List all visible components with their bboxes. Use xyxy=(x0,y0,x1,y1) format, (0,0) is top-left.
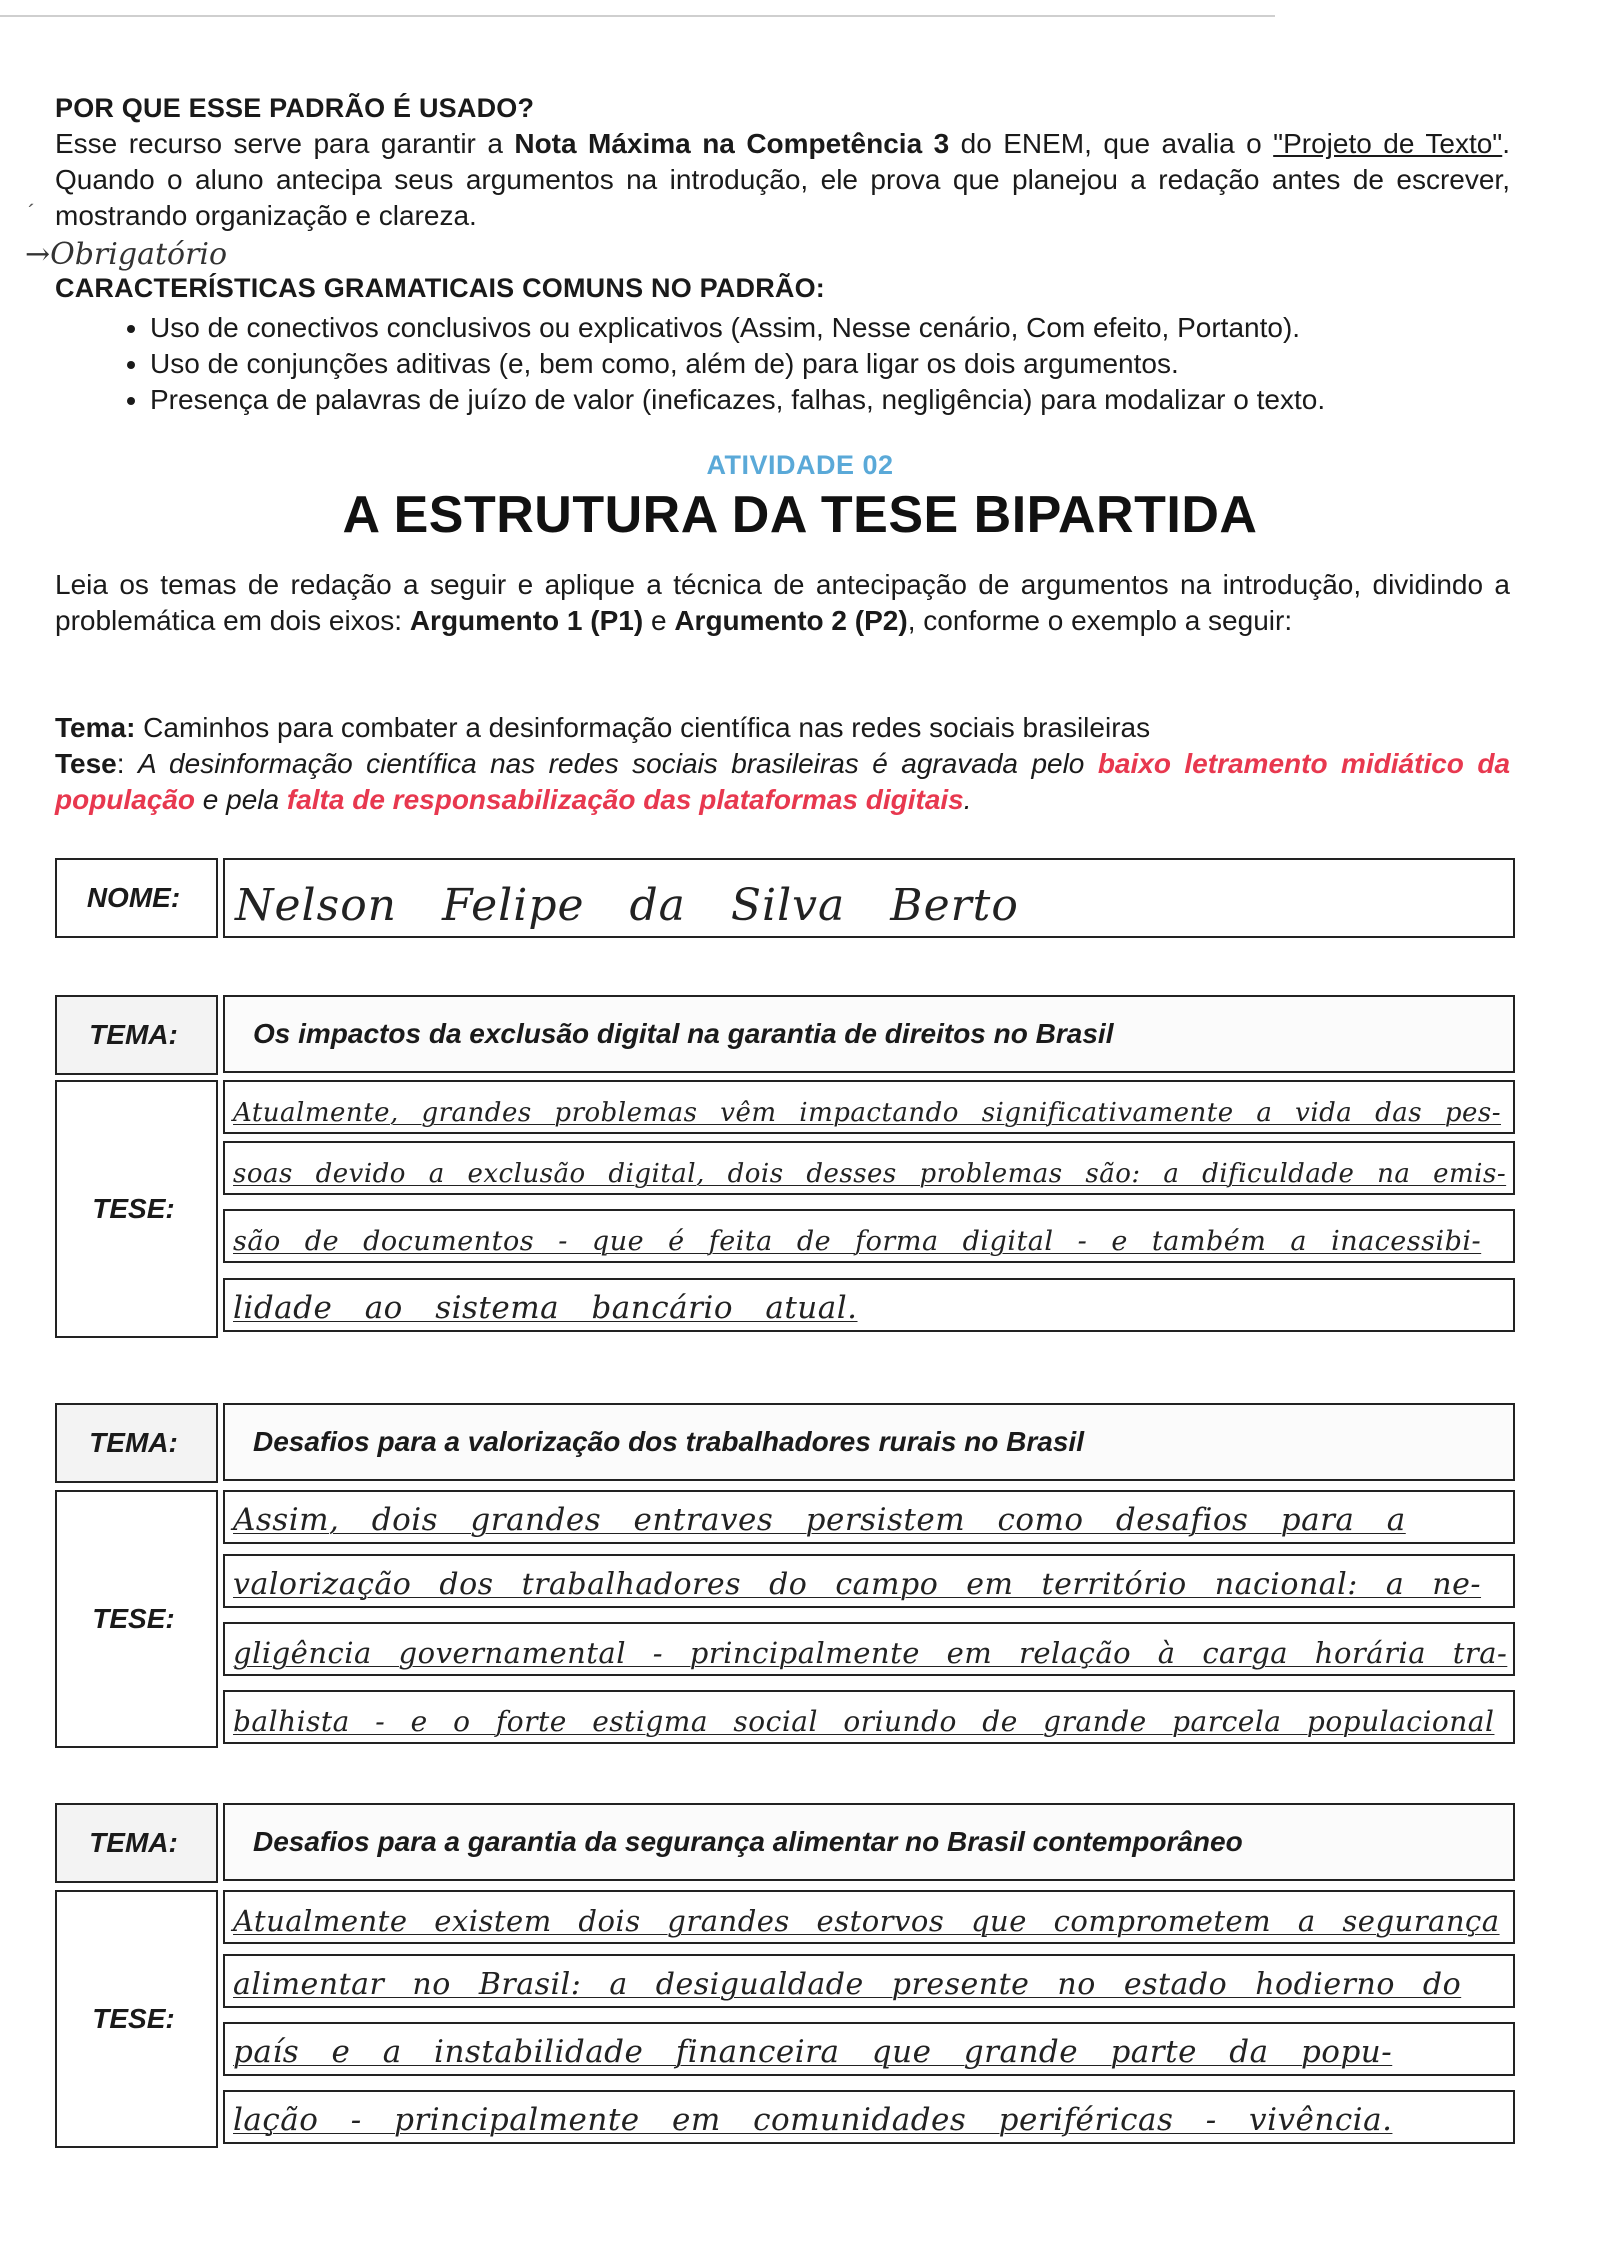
tema-text-cell xyxy=(223,995,1515,1073)
handwritten-line: valorização dos trabalhadores do campo em território nacional: a ne- xyxy=(233,1567,1482,1602)
tese-line[interactable] xyxy=(223,1209,1515,1263)
example-tese xyxy=(55,746,1510,818)
instructions-and: e xyxy=(643,605,675,636)
tema-label: TEMA: xyxy=(89,1827,178,1858)
example-tema-label: Tema: xyxy=(55,712,136,743)
argument-1: Argumento 1 (P1) xyxy=(409,605,644,636)
tese-label: TESE: xyxy=(92,1193,175,1224)
handwritten-line: soas devido a exclusão digital, dois desses problemas são: a dificuldade na emis- xyxy=(233,1159,1507,1189)
handwritten-line: alimentar no Brasil: a desigualdade presente no estado hodierno do xyxy=(233,1967,1462,2002)
intro-text-mid: do ENEM, que avalia o xyxy=(949,128,1274,159)
tema-label: TEMA: xyxy=(89,1019,178,1050)
tema-label-cell xyxy=(55,1403,218,1483)
intro-text-start: Esse recurso serve para garantir a xyxy=(55,128,515,159)
example-argument-2: falta de responsabilização das plataformas digitais xyxy=(286,784,964,815)
tese-label-cell xyxy=(55,1890,218,2148)
list-item: • Uso de conjunções aditivas (e, bem como, além de) para ligar os dois argumentos. xyxy=(150,346,1510,382)
characteristics-heading: CARACTERÍSTICAS GRAMATICAIS COMUNS NO PADRÃO: xyxy=(55,273,825,303)
tema-text-cell xyxy=(223,1803,1515,1881)
tese-label: TESE: xyxy=(92,2003,175,2034)
example-tema xyxy=(55,710,1510,746)
tema-label-cell xyxy=(55,995,218,1075)
example-tema-text: Caminhos para combater a desinformação científica nas redes sociais brasileiras xyxy=(135,712,1151,743)
handwritten-line: Assim, dois grandes entraves persistem como desafios para a xyxy=(233,1502,1406,1538)
tema-label: TEMA: xyxy=(89,1427,178,1458)
example-argument-1: baixo letramento midiático da população xyxy=(55,748,1511,815)
activity-instructions xyxy=(55,567,1510,639)
tese-line[interactable] xyxy=(223,2090,1515,2144)
activity-label: ATIVIDADE 02 xyxy=(706,450,894,480)
tema-label-cell xyxy=(55,1803,218,1883)
top-rule xyxy=(0,15,1275,17)
intro-heading: POR QUE ESSE PADRÃO É USADO? xyxy=(55,93,535,123)
handwritten-line: país e a instabilidade financeira que grande parte da popu- xyxy=(233,2034,1393,2070)
margin-mark: ´ xyxy=(28,200,36,225)
name-label-cell xyxy=(55,858,218,938)
tese-label-cell xyxy=(55,1080,218,1338)
tema-text-cell xyxy=(223,1403,1515,1481)
example-tese-start: A desinformação científica nas redes sociais brasileiras é agravada pelo xyxy=(137,748,1098,779)
tese-line[interactable] xyxy=(223,1890,1515,1944)
characteristics-section xyxy=(55,270,1510,418)
handwritten-line: são de documentos - que é feita de forma digital - e também a inacessibi- xyxy=(233,1226,1482,1257)
tese-label: TESE: xyxy=(92,1603,175,1634)
tese-line[interactable] xyxy=(223,1141,1515,1195)
handwritten-line: balhista - e o forte estigma social oriundo de grande parcela populacional xyxy=(233,1705,1495,1738)
list-item: • Uso de conectivos conclusivos ou explicativos (Assim, Nesse cenário, Com efeito, Portanto). xyxy=(150,310,1510,346)
tese-line[interactable] xyxy=(223,1954,1515,2008)
tese-line[interactable] xyxy=(223,1278,1515,1332)
tema-text: Os impactos da exclusão digital na garantia de direitos no Brasil xyxy=(253,1018,1114,1049)
instructions-start: Leia os temas de redação a seguir e aplique a técnica de antecipação de argumentos na introdução, dividindo a problemática em dois eixos: xyxy=(55,569,1510,636)
intro-underlined-term: "Projeto de Texto" xyxy=(1273,128,1503,159)
handwritten-line: Atualmente existem dois grandes estorvos que comprometem a segurança xyxy=(233,1904,1500,1938)
tema-text: Desafios para a garantia da segurança alimentar no Brasil contemporâneo xyxy=(253,1826,1243,1857)
example-tese-end: . xyxy=(963,784,972,815)
name-label: NOME: xyxy=(86,882,181,913)
handwritten-line: lação - principalmente em comunidades periféricas - vivência. xyxy=(233,2102,1393,2138)
instructions-end: , conforme o exemplo a seguir: xyxy=(907,605,1293,636)
handwritten-note: →Obrigatório xyxy=(25,237,228,272)
example-tese-label: Tese xyxy=(55,748,117,779)
handwritten-line: Atualmente, grandes problemas vêm impactando significativamente a vida das pes- xyxy=(233,1098,1501,1128)
intro-text-end: . Quando o aluno antecipa seus argumentos na introdução, ele prova que planejou a redação antes de escrever, mostrando organização e clareza. xyxy=(55,128,1511,231)
example-block xyxy=(55,710,1510,818)
activity-title: A ESTRUTURA DA TESE BIPARTIDA xyxy=(342,486,1258,544)
list-item: • Presença de palavras de juízo de valor (ineficazes, falhas, negligência) para modalizar o texto. xyxy=(150,382,1510,418)
tese-line[interactable] xyxy=(223,1690,1515,1744)
characteristics-list xyxy=(55,310,1510,418)
handwritten-line: gligência governamental - principalmente em relação à carga horária tra- xyxy=(233,1636,1508,1670)
handwritten-line: lidade ao sistema bancário atual. xyxy=(233,1290,858,1326)
intro-bold: Nota Máxima na Competência 3 xyxy=(514,128,950,159)
example-tese-mid: e pela xyxy=(195,784,287,815)
tese-label-cell xyxy=(55,1490,218,1748)
intro-section xyxy=(55,90,1510,234)
intro-paragraph xyxy=(55,126,1510,234)
tema-text: Desafios para a valorização dos trabalhadores rurais no Brasil xyxy=(253,1426,1084,1457)
example-tese-colon: : xyxy=(116,748,138,779)
tese-line[interactable] xyxy=(223,1080,1515,1134)
argument-2: Argumento 2 (P2) xyxy=(674,605,908,636)
tese-line[interactable] xyxy=(223,1622,1515,1676)
tese-line[interactable] xyxy=(223,2022,1515,2076)
tese-line[interactable] xyxy=(223,1554,1515,1608)
name-value: Nelson Felipe da Silva Berto xyxy=(235,880,1019,931)
tese-line[interactable] xyxy=(223,1490,1515,1544)
